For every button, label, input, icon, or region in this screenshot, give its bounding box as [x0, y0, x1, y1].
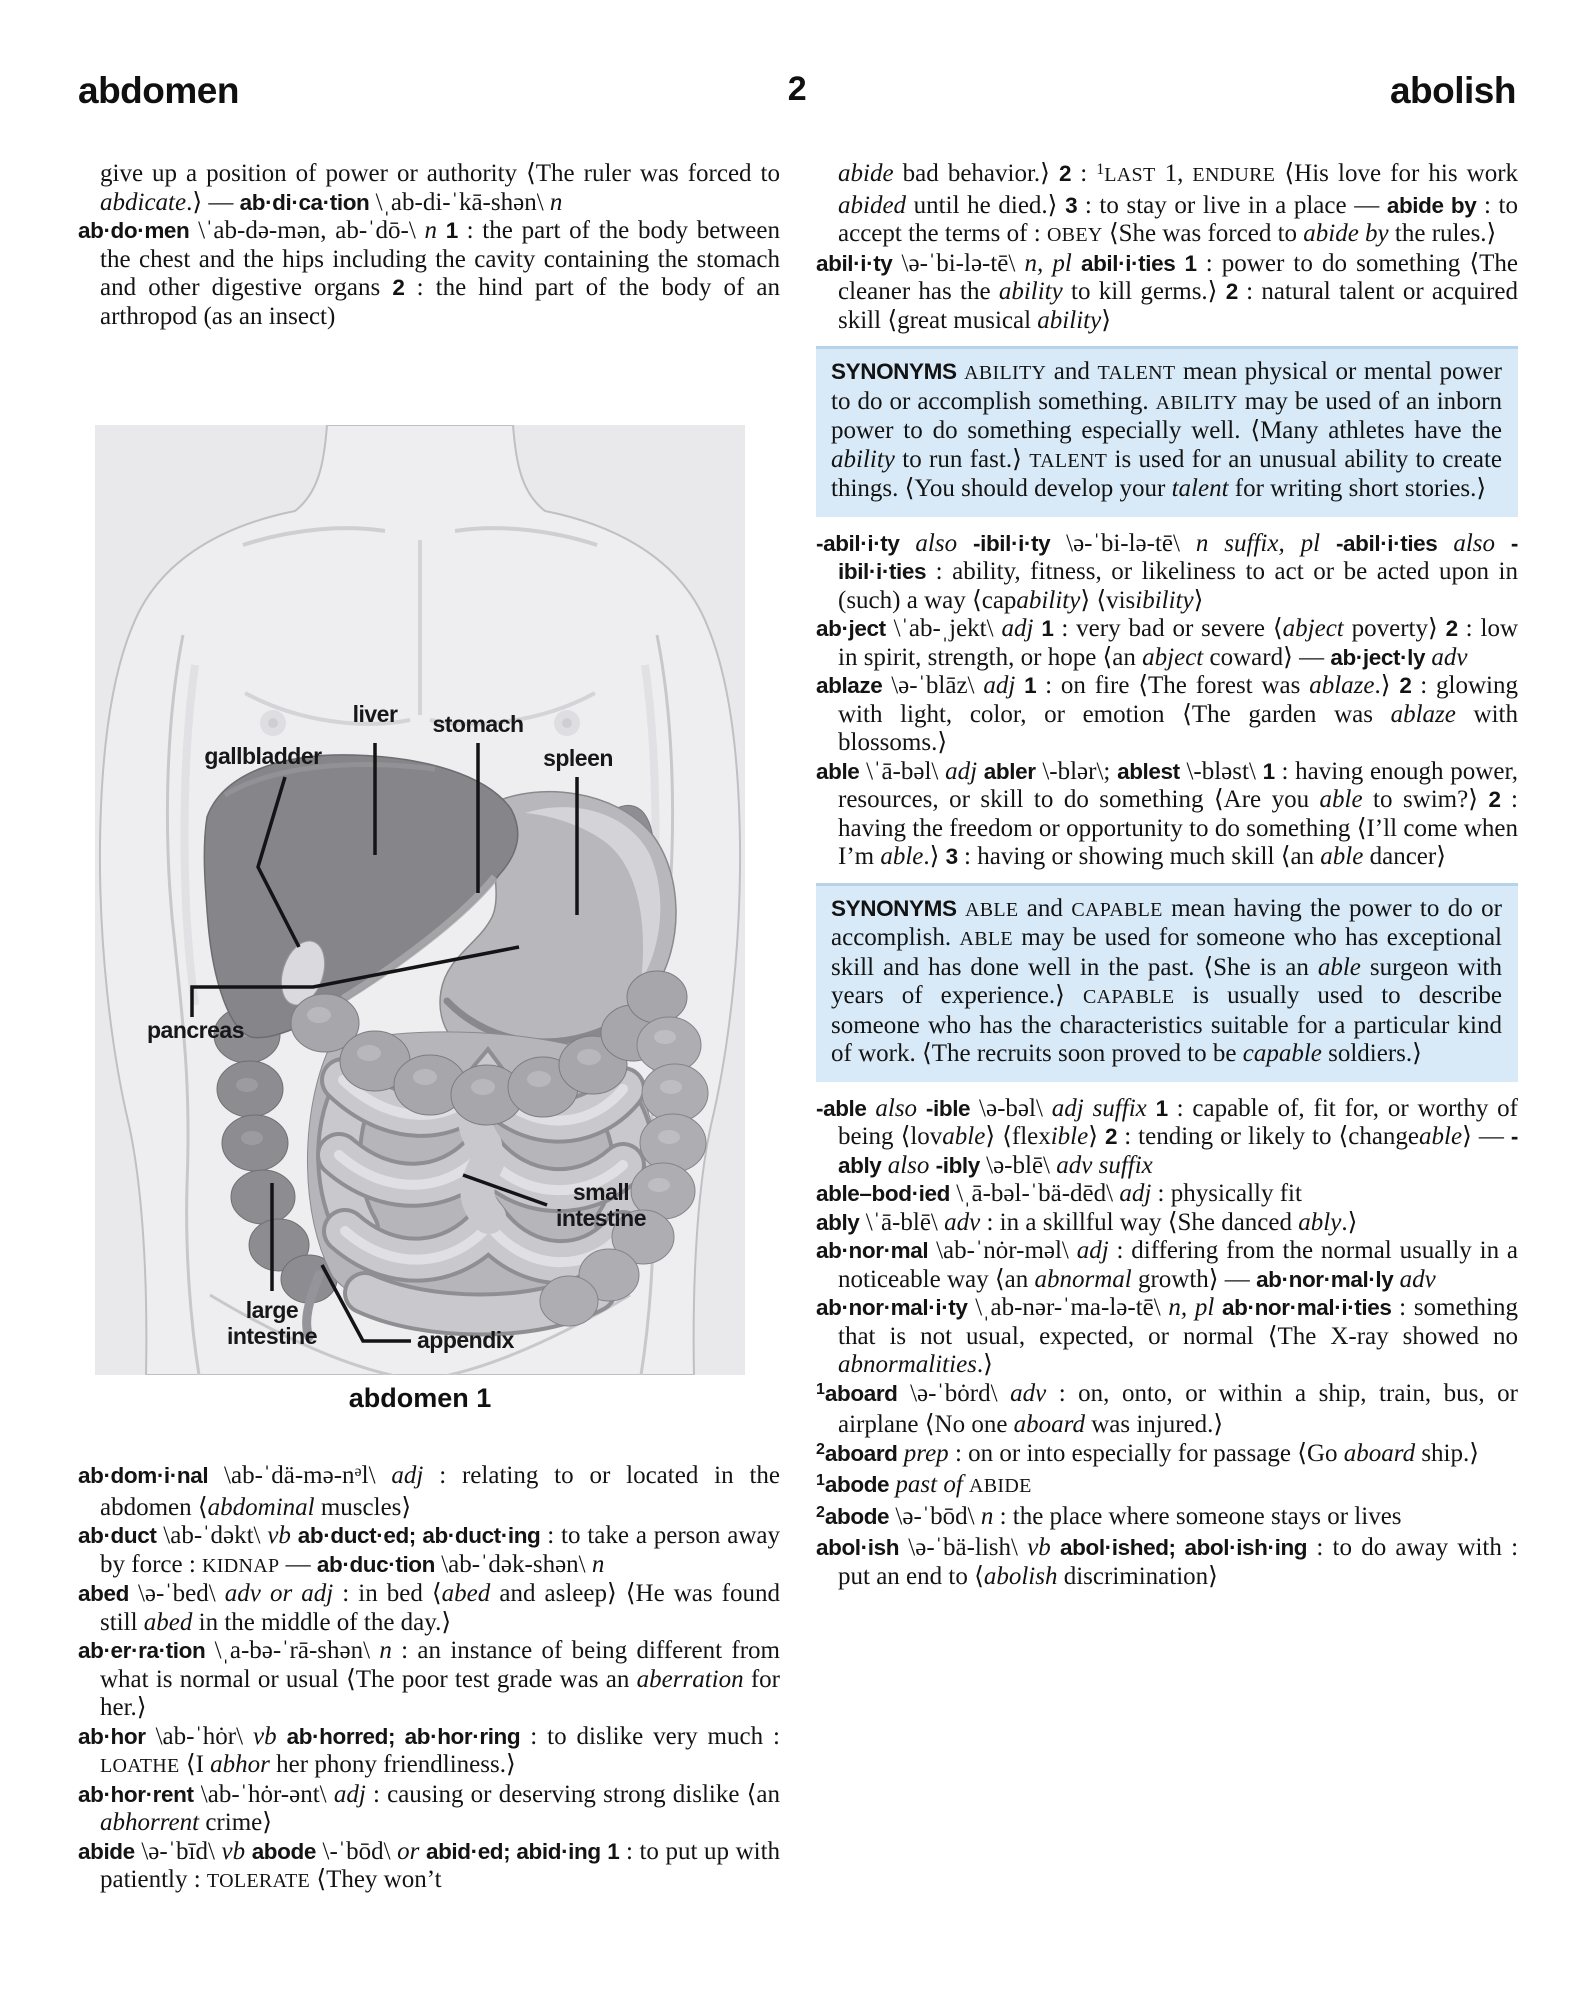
dictionary-entry: ab·nor·mal \ab-ˈnȯr-məl\ adj : differing from the normal usually in a noticeable way ⟨an abnormal growth⟩ — ab·nor·mal·ly adv: [816, 1237, 1519, 1293]
page-number: 2: [787, 70, 807, 108]
dictionary-entry: ab·ject \ˈab-ˌjekt\ adj 1 : very bad or severe ⟨abject poverty⟩ 2 : low in spirit, strength, or hope ⟨an abject coward⟩ — ab·ject·ly adv: [816, 615, 1519, 671]
figure-label-appendix: appendix: [417, 1327, 514, 1353]
dictionary-entry: give up a position of power or authority ⟨The ruler was forced to abdicate.⟩ — ab·di·ca·tion \ˌab-di-ˈkā-shən\ n: [100, 160, 780, 216]
left-column-top-entries: [78, 160, 780, 331]
dictionary-entry: abide bad behavior.⟩ 2 : $^1$LAST 1, ENDURE ⟨His love for his work abided until he died.⟩ 3 : to stay or live in a place — abide by : to accept the terms of : OBEY ⟨She was forced to abide by the rules.⟩: [838, 160, 1519, 247]
figure-label-large-intestine: large intestine: [226, 1297, 318, 1349]
dictionary-entry: ably \ˈā-blē\ adv : in a skillful way ⟨She danced ably.⟩: [816, 1208, 1358, 1236]
anatomy-illustration: [95, 425, 745, 1375]
synonyms-paragraph: SYNONYMS ABLE and CAPABLE mean having the power to do or accomplish. ABLE may be used for someone who has exceptional skill and has done well in the past. ⟨She is an able surgeon with years of experience.⟩ CAPABLE is usually used to describe someone who has the characteristics suitable for a particular kind of work. ⟨The recruits soon proved to be capable soldiers.⟩: [831, 894, 1502, 1067]
synonyms-box: [816, 883, 1518, 1082]
dictionary-entry: abol·ish \ə-ˈbä-lish\ vb abol·ished; abol·ish·ing : to do away with : put an end to ⟨abolish discrimination⟩: [816, 1534, 1519, 1590]
figure-caption: abdomen 1: [348, 1383, 492, 1413]
dictionary-entry: $^1$aboard \ə-ˈbȯrd\ adv : on, onto, or within a ship, train, bus, or airplane ⟨No one aboard was injured.⟩: [816, 1379, 1518, 1438]
dictionary-entry: ab·nor·mal·i·ty \ˌab-nər-ˈma-lə-tē\ n, pl ab·nor·mal·i·ties : something that is not usual, expected, or normal ⟨The X-ray showed no abnormalities.⟩: [816, 1294, 1518, 1378]
header-guide-word-left: abdomen: [78, 70, 239, 111]
dictionary-entry: abil·i·ty \ə-ˈbi-lə-tē\ n, pl abil·i·ties 1 : power to do something ⟨The cleaner has the ability to kill germs.⟩ 2 : natural talent or acquired skill ⟨great musical ability⟩: [816, 249, 1519, 334]
figure-label-gallbladder: gallbladder: [204, 743, 322, 769]
dictionary-entry: ab·dom·i·nal $\backslash ab-ˈdä-mə-n^əl\backslash$ adj : relating to or located in the abdomen ⟨abdominal muscles⟩: [78, 1462, 780, 1521]
header-guide-word-right: abolish: [1389, 70, 1516, 111]
dictionary-entry: $^2$abode \ə-ˈbōd\ n : the place where someone stays or lives: [816, 1502, 1402, 1530]
synonyms-paragraph: SYNONYMS ABILITY and TALENT mean physical or mental power to do or accomplish something. ABILITY may be used of an inborn power to do something especially well. ⟨Many athletes have the ability to run fast.⟩ TALENT is used for an unusual ability to create things. ⟨You should develop your talent for writing short stories.⟩: [831, 358, 1503, 502]
dictionary-entry: abed \ə-ˈbed\ adv or adj : in bed ⟨abed and asleep⟩ ⟨He was found still abed in the middle of the day.⟩: [78, 1580, 781, 1636]
dictionary-entry: $^2$aboard prep : on or into especially for passage ⟨Go aboard ship.⟩: [816, 1439, 1480, 1467]
dictionary-entry: abide \ə-ˈbīd\ vb abode \-ˈbōd\ or abid·ed; abid·ing 1 : to put up with patiently : TOLERATE ⟨They won’t: [78, 1837, 781, 1893]
dictionary-entry: ablaze \ə-ˈblāz\ adj 1 : on fire ⟨The forest was ablaze.⟩ 2 : glowing with light, color, or emotion ⟨The garden was ablaze with blossoms.⟩: [816, 672, 1518, 756]
dictionary-entry: ab·do·men \ˈab-də-mən, ab-ˈdō-\ n 1 : the part of the body between the chest and the hips including the cavity containing the stomach and other digestive organs 2 : the hind part of the body of an arthropod (as an insect): [78, 217, 781, 330]
figure-label-liver: liver: [352, 701, 398, 727]
figure-label-stomach: stomach: [432, 711, 524, 737]
figure-label-small-intestine: small intestine: [555, 1179, 647, 1231]
dictionary-entry: ab·hor \ab-ˈhȯr\ vb ab·horred; ab·hor·ring : to dislike very much : LOATHE ⟨I abhor her phony friendliness.⟩: [78, 1722, 781, 1778]
figure-label-pancreas: pancreas: [147, 1017, 245, 1043]
dictionary-entry: ab·duct \ab-ˈdəkt\ vb ab·duct·ed; ab·duct·ing : to take a person away by force : KIDNAP — ab·duc·tion \ab-ˈdək-shən\ n: [78, 1522, 781, 1578]
right-column-entries: [816, 160, 1518, 1591]
dictionary-entry: -able also -ible \ə-bəl\ adj suffix 1 : capable of, fit for, or worthy of being ⟨lovable⟩ ⟨flexible⟩ 2 : tending or likely to ⟨changeable⟩ — -ably also -ibly \ə-blē\ adv suffix: [816, 1094, 1519, 1179]
synonyms-box: [816, 346, 1518, 517]
dictionary-entry: able \ˈā-bəl\ adj abler \-blər\; ablest \-bləst\ 1 : having enough power, resources, or skill to do something ⟨Are you able to swim?⟩ 2 : having the freedom or opportunity to do something ⟨I’ll come when I’m able.⟩ 3 : having or showing much skill ⟨an able dancer⟩: [816, 757, 1519, 870]
abdomen-figure: [95, 425, 745, 1375]
dictionary-entry: ab·hor·rent \ab-ˈhȯr-ənt\ adj : causing or deserving strong dislike ⟨an abhorrent crime⟩: [78, 1780, 780, 1836]
dictionary-entry: ab·er·ra·tion \ˌa-bə-ˈrā-shən\ n : an instance of being different from what is normal or usual ⟨The poor test grade was an aberration for her.⟩: [78, 1637, 780, 1721]
dictionary-entry: $^1$abode past of ABIDE: [816, 1471, 1032, 1498]
dictionary-entry: -abil·i·ty also -ibil·i·ty \ə-ˈbi-lə-tē\ n suffix, pl -abil·i·ties also -ibil·i·ties : ability, fitness, or likeliness to act or be acted upon in (such) a way ⟨capability⟩ ⟨visibility⟩: [816, 529, 1519, 614]
figure-label-spleen: spleen: [543, 745, 613, 771]
dictionary-entry: able–bod·ied \ˌā-bəl-ˈbä-dēd\ adj : physically fit: [816, 1180, 1302, 1207]
left-column-bottom-entries: [78, 1462, 780, 1896]
